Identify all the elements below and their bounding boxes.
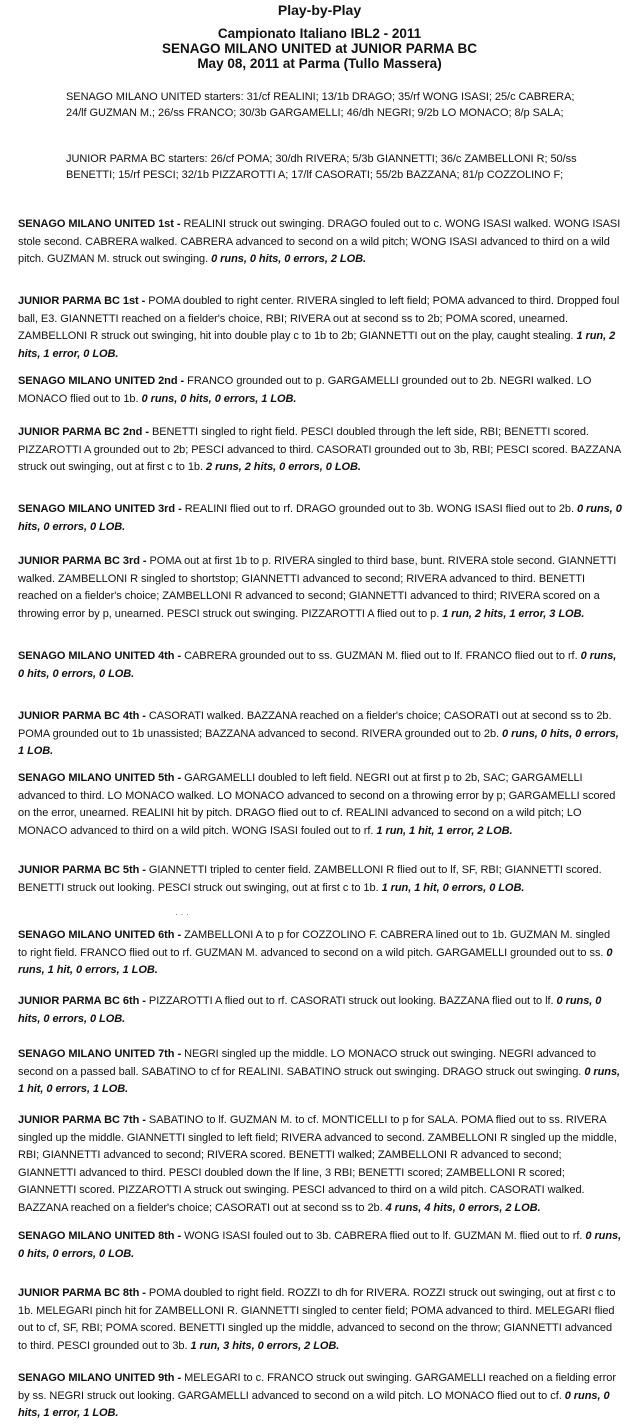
inning-summary: 4 runs, 4 hits, 0 errors, 2 LOB. bbox=[385, 1201, 541, 1214]
inning-summary: 2 runs, 2 hits, 0 errors, 0 LOB. bbox=[206, 461, 361, 474]
matchup-title: SENAGO MILANO UNITED at JUNIOR PARMA BC bbox=[161, 41, 477, 56]
inning-text: CASORATI walked. BAZZANA reached on a fielder's choice; CASORATI out at second ss to 2b. POMA grounded out to 1b unassisted; BAZZANA advanced to second. RIVERA grounded out to 2b. bbox=[18, 710, 612, 740]
league-title: Campionato Italiano IBL2 - 2011 bbox=[217, 26, 422, 41]
inning-text: NEGRI singled up the middle. LO MONACO struck out swinging. NEGRI advanced to second on a passed ball. SABATINO to cf for REALINI. SABATINO struck out swinging. DRAGO struck out swinging. bbox=[18, 1048, 596, 1078]
inning-summary: 0 runs, 0 hits, 0 errors, 0 LOB. bbox=[18, 503, 622, 533]
inning-paragraph bbox=[18, 553, 622, 623]
date-place: May 08, 2011 at Parma (Tullo Massera) bbox=[197, 56, 442, 71]
inning-summary: 0 runs, 0 hits, 1 error, 1 LOB. bbox=[18, 1389, 610, 1420]
inning-team: SENAGO MILANO UNITED 6th - bbox=[18, 929, 182, 941]
inning-summary: 0 runs, 0 hits, 0 errors, 1 LOB. bbox=[141, 392, 297, 405]
inning-team: SENAGO MILANO UNITED 3rd - bbox=[18, 503, 182, 515]
inning-summary: 0 runs, 0 hits, 0 errors, 0 LOB. bbox=[18, 1230, 622, 1260]
inning-paragraph bbox=[18, 993, 622, 1028]
inning-paragraph bbox=[18, 216, 622, 269]
inning-team: SENAGO MILANO UNITED 1st - bbox=[18, 218, 181, 230]
inning-text: REALINI struck out swinging. DRAGO fouled out to c. WONG ISASI walked. WONG ISASI stole second. CABRERA walked. CABRERA advanced to second on a wild pitch; WONG ISASI advanced to third on a wild pitch. GUZMAN M. struck out swinging. bbox=[18, 218, 621, 266]
inning-paragraph bbox=[18, 501, 622, 536]
inning-text: GARGAMELLI doubled to left field. NEGRI out at first p to 2b, SAC; GARGAMELLI advanced to third. LO MONACO walked. LO MONACO advanced to second on a throwing error by p; GARGAMELLI scored on the error, unearned. REALINI hit by pitch. DRAGO flied out to cf. REALINI advanced to second on a wild pitch; LO MONACO advanced to third on a wild pitch. WONG ISASI fouled out to rf. bbox=[18, 772, 616, 837]
inning-team: JUNIOR PARMA BC 6th - bbox=[18, 995, 146, 1007]
inning-paragraph bbox=[18, 1046, 622, 1099]
inning-text: POMA doubled to right field. ROZZI to dh for RIVERA. ROZZI struck out swinging, out at first c to 1b. MELEGARI pinch hit for ZAMBELLONI R. GIANNETTI singled to center field; POMA advanced to third. MELEGARI flied out to cf, SF, RBI; POMA scored. BENETTI singled up the middle, advanced to second on the throw; GIANNETTI advanced to third. PESCI grounded out to 3b. bbox=[18, 1287, 616, 1352]
page-title: Play-by-Play bbox=[277, 2, 362, 18]
inning-paragraph bbox=[18, 770, 622, 840]
inning-summary: 0 runs, 1 hit, 0 errors, 1 LOB. bbox=[18, 1065, 621, 1096]
inning-team: JUNIOR PARMA BC 7th - bbox=[18, 1114, 146, 1126]
inning-text: PIZZAROTTI A flied out to rf. CASORATI struck out looking. BAZZANA flied out to lf. bbox=[145, 995, 557, 1007]
inning-team: JUNIOR PARMA BC 1st - bbox=[18, 295, 146, 307]
inning-summary: 0 runs, 1 hit, 0 errors, 1 LOB. bbox=[18, 946, 613, 977]
inning-summary: 1 run, 1 hit, 0 errors, 0 LOB. bbox=[381, 881, 525, 894]
inning-team: JUNIOR PARMA BC 2nd - bbox=[18, 426, 149, 438]
inning-summary: 0 runs, 0 hits, 0 errors, 0 LOB. bbox=[18, 650, 617, 680]
inning-text: POMA doubled to right center. RIVERA singled to left field; POMA advanced to third. Dropped foul ball, E3. GIANNETTI reached on a fielder's choice, RBI; RIVERA out at second ss to 2b; POMA scored, unearned. ZAMBELLONI R struck out swinging, hit into double play c to 1b to 2b; GIANNETTI out on the play, caught stealing. bbox=[18, 295, 620, 343]
inning-summary: 1 run, 1 hit, 1 error, 2 LOB. bbox=[376, 824, 513, 837]
inning-text: POMA out at first 1b to p. RIVERA singled to third base, bunt. RIVERA stole second. GIANNETTI walked. ZAMBELLONI R singled to shortstop; GIANNETTI advanced to second; RIVERA advanced to third. BENETTI reached on a fielder's choice; ZAMBELLONI R advanced to second; GIANNETTI advanced to third; RIVERA scored on a throwing error by p, unearned. PESCI struck out swinging. PIZZAROTTI A flied out to p. bbox=[18, 555, 617, 620]
inning-summary: 0 runs, 0 hits, 0 errors, 0 LOB. bbox=[18, 995, 602, 1025]
inning-summary: 1 run, 3 hits, 0 errors, 2 LOB. bbox=[190, 1339, 340, 1352]
inning-paragraph bbox=[18, 1112, 622, 1218]
inning-team: JUNIOR PARMA BC 3rd - bbox=[18, 555, 147, 567]
inning-summary: 0 runs, 0 hits, 0 errors, 2 LOB. bbox=[211, 253, 367, 266]
inning-team: SENAGO MILANO UNITED 7th - bbox=[18, 1048, 182, 1060]
inning-text: FRANCO grounded out to p. GARGAMELLI grounded out to 2b. NEGRI walked. LO MONACO flied out to 1b. bbox=[18, 375, 592, 405]
inning-paragraph bbox=[18, 1285, 622, 1355]
inning-paragraph bbox=[18, 708, 622, 761]
inning-summary: 1 run, 2 hits, 1 error, 0 LOB. bbox=[18, 330, 616, 360]
inning-paragraph bbox=[18, 1228, 622, 1263]
inning-paragraph bbox=[18, 293, 622, 363]
inning-text: CABRERA grounded out to ss. GUZMAN M. flied out to lf. FRANCO flied out to rf. bbox=[181, 650, 581, 662]
scan-speck: · · · bbox=[175, 909, 189, 919]
inning-team: JUNIOR PARMA BC 4th - bbox=[18, 710, 146, 722]
inning-summary: 0 runs, 0 hits, 0 errors, 1 LOB. bbox=[18, 727, 619, 758]
inning-text: REALINI flied out to rf. DRAGO grounded out to 3b. WONG ISASI flied out to 2b. bbox=[181, 503, 577, 515]
inning-text: GIANNETTI tripled to center field. ZAMBELLONI R flied out to lf, SF, RBI; GIANNETTI scored. BENETTI struck out looking. PESCI struck out swinging, out at first c to 1b. bbox=[18, 864, 602, 894]
inning-text: MELEGARI to c. FRANCO struck out swinging. GARGAMELLI reached on a fielding error by ss. NEGRI struck out looking. GARGAMELLI advanced to second on a wild pitch. LO MONACO flied out to cf. bbox=[18, 1372, 616, 1402]
inning-team: JUNIOR PARMA BC 5th - bbox=[18, 864, 146, 876]
inning-text: BENETTI singled to right field. PESCI doubled through the left side, RBI; BENETTI scored. PIZZAROTTI A grounded out to 2b; PESCI advanced to third. CASORATI grounded out to 3b, RBI; PESCI scored. BAZZANA struck out swinging, out at first c to 1b. bbox=[18, 426, 621, 474]
inning-paragraph bbox=[18, 373, 622, 408]
inning-paragraph bbox=[18, 648, 622, 683]
inning-text: SABATINO to lf. GUZMAN M. to cf. MONTICELLI to p for SALA. POMA flied out to ss. RIVERA singled up the middle. GIANNETTI singled to left field; RIVERA advanced to second. ZAMBELLONI R singled up the middle, RBI; GIANNETTI advanced to second; RIVERA scored. BENETTI walked; ZAMBELLONI R advanced to second; GIANNETTI advanced to third. PESCI doubled down the lf line, 3 RBI; BENETTI scored; ZAMBELLONI R scored; GIANNETTI scored. PIZZAROTTI A struck out swinging. PESCI advanced to third on a wild pitch. CASORATI walked. BAZZANA reached on a fielder's choice; CASORATI out at second ss to 2b. bbox=[18, 1114, 617, 1214]
inning-paragraph bbox=[18, 862, 622, 897]
inning-paragraph bbox=[18, 927, 622, 980]
inning-team: SENAGO MILANO UNITED 5th - bbox=[18, 772, 182, 784]
inning-team: SENAGO MILANO UNITED 2nd - bbox=[18, 375, 185, 387]
inning-team: JUNIOR PARMA BC 8th - bbox=[18, 1287, 146, 1299]
inning-team: SENAGO MILANO UNITED 8th - bbox=[18, 1230, 182, 1242]
inning-team: SENAGO MILANO UNITED 9th - bbox=[18, 1372, 182, 1384]
inning-paragraph bbox=[18, 424, 622, 477]
inning-text: ZAMBELLONI A to p for COZZOLINO F. CABRERA lined out to 1b. GUZMAN M. singled to right field. FRANCO flied out to rf. GUZMAN M. advanced to second on a wild pitch. GARGAMELLI grounded out to ss. bbox=[18, 929, 611, 959]
inning-summary: 1 run, 2 hits, 1 error, 3 LOB. bbox=[442, 607, 585, 620]
inning-text: WONG ISASI fouled out to 3b. CABRERA flied out to lf. GUZMAN M. flied out to rf. bbox=[181, 1230, 586, 1242]
inning-paragraph bbox=[18, 1370, 622, 1423]
home-starters: JUNIOR PARMA BC starters: 26/cf POMA; 30/dh RIVERA; 5/3b GIANNETTI; 36/c ZAMBELLONI R; 50/ss BENETTI; 15/rf PESCI; 32/1b PIZZAROTTI A; 17/lf CASORATI; 55/2b BAZZANA; 81/p COZZOLINO F; bbox=[66, 153, 577, 181]
away-starters: SENAGO MILANO UNITED starters: 31/cf REALINI; 13/1b DRAGO; 35/rf WONG ISASI; 25/c CABRERA; 24/lf GUZMAN M.; 26/ss FRANCO; 30/3b GARGAMELLI; 46/dh NEGRI; 9/2b LO MONACO; 8/p SALA; bbox=[66, 91, 575, 119]
inning-team: SENAGO MILANO UNITED 4th - bbox=[18, 650, 182, 662]
